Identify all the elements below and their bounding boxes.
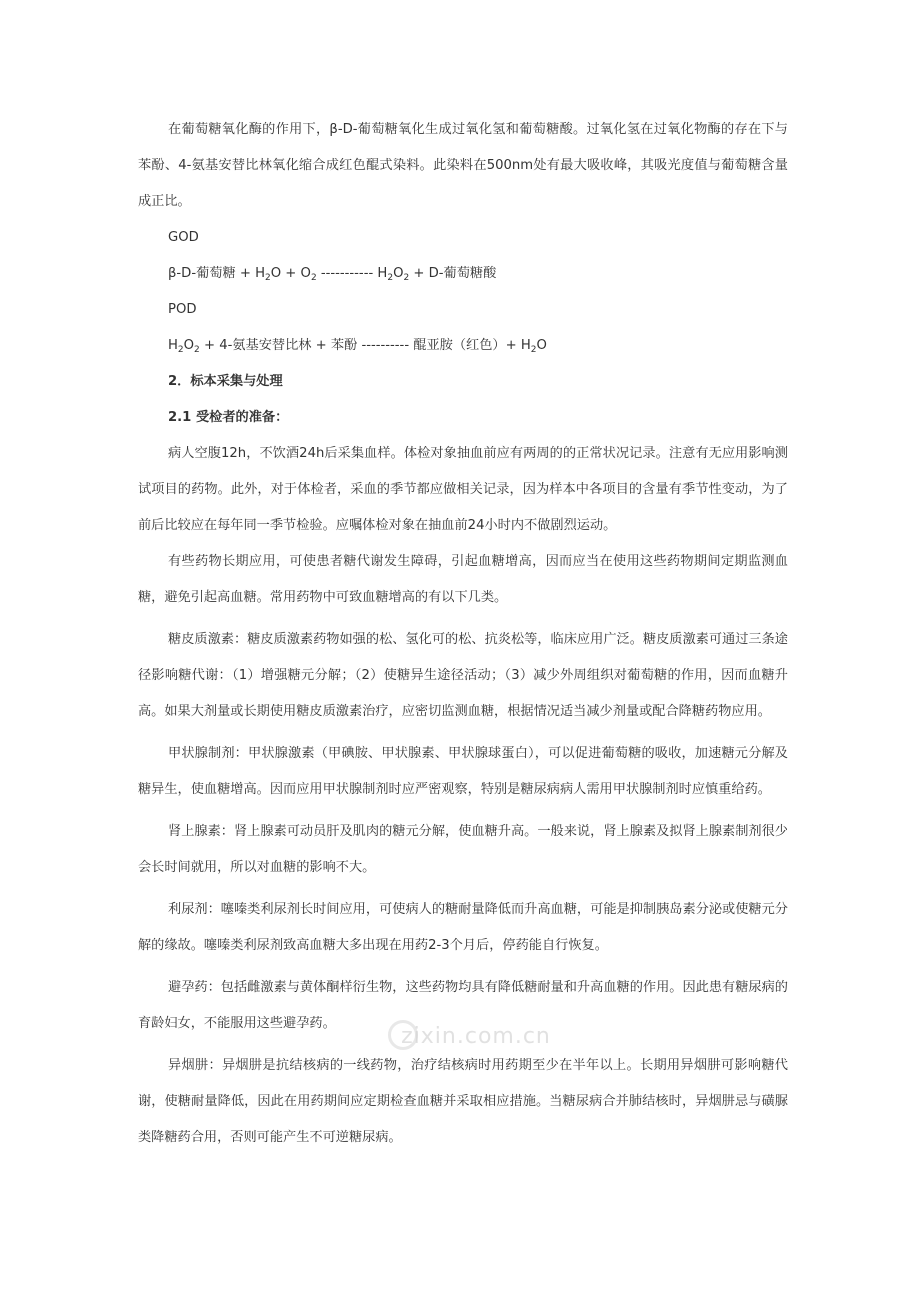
section-heading-2-1: 2.1 受检者的准备： — [168, 410, 289, 425]
paragraph-thyroid: 甲状腺制剂：甲状腺激素（甲碘胺、甲状腺素、甲状腺球蛋白），可以促进葡萄糖的吸收，加速糖元分解及糖异生，使血糖增高。因而应用甲状腺制剂时应严密观察，特别是糖尿病病人需用甲状腺制剂时应慎重给药。 — [138, 746, 788, 797]
watermark-text: zixin.com.cn — [401, 1023, 551, 1049]
section-heading-2: 2．标本采集与处理 — [168, 374, 283, 389]
paragraph-isoniazid: 异烟肼：异烟肼是抗结核病的一线药物，治疗结核病时用药期至少在半年以上。长期用异烟肼可影响糖代谢，使糖耐量降低，因此在用药期间应定期检查血糖并采取相应措施。当糖尿病合并肺结核时，异烟肼忌与磺脲类降糖药合用，否则可能产生不可逆糖尿病。 — [138, 1058, 788, 1145]
reaction-equation-2: $H_2O_2 + 4-$氨基安替比林 + 苯酚 ---------- 醌亚胺（红色）+ $H_2O$ — [168, 338, 547, 355]
reaction-equation-1: β-D-葡萄糖 + $H_2O + O_2$ ----------- $H_2O_2 + D-$葡萄糖酸 — [168, 266, 497, 283]
paragraph-patient-preparation: 病人空腹12h，不饮酒24h后采集血样。体检对象抽血前应有两周的的正常状况记录。注意有无应用影响测试项目的药物。此外，对于体检者，采血的季节都应做相关记录，因为样本中各项目的含量有季节性变动，为了前后比较应在每年同一季节检验。应嘱体检对象在抽血前24小时内不做剧烈运动。 — [138, 446, 788, 533]
paragraph-adrenaline: 肾上腺素：肾上腺素可动员肝及肌肉的糖元分解，使血糖升高。一般来说，肾上腺素及拟肾上腺素制剂很少会长时间就用，所以对血糖的影响不大。 — [138, 824, 788, 875]
document-body — [138, 112, 788, 1156]
paragraph-diuretics: 利尿剂：噻嗪类利尿剂长时间应用，可使病人的糖耐量降低而升高血糖，可能是抑制胰岛素分泌或使糖元分解的缘故。噻嗪类利尿剂致高血糖大多出现在用药2-3个月后，停药能自行恢复。 — [138, 902, 788, 953]
enzyme-label-pod: POD — [168, 302, 197, 317]
enzyme-label-god: GOD — [168, 230, 199, 245]
paragraph-contraceptives: 避孕药：包括雌激素与黄体酮样衍生物，这些药物均具有降低糖耐量和升高血糖的作用。因此患有糖尿病的育龄妇女，不能服用这些避孕药。 — [138, 980, 788, 1031]
paragraph-glucocorticoids: 糖皮质激素：糖皮质激素药物如强的松、氢化可的松、抗炎松等，临床应用广泛。糖皮质激素可通过三条途径影响糖代谢：（1）增强糖元分解；（2）使糖异生途径活动；（3）减少外周组织对葡萄糖的作用，因而血糖升高。如果大剂量或长期使用糖皮质激素治疗，应密切监测血糖，根据情况适当减少剂量或配合降糖药物应用。 — [138, 632, 788, 719]
paragraph-drug-intro: 有些药物长期应用，可使患者糖代谢发生障碍，引起血糖增高，因而应当在使用这些药物期间定期监测血糖，避免引起高血糖。常用药物中可致血糖增高的有以下几类。 — [138, 554, 788, 605]
paragraph-principle: 在葡萄糖氧化酶的作用下，β-D-葡萄糖氧化生成过氧化氢和葡萄糖酸。过氧化氢在过氧化物酶的存在下与苯酚、4-氨基安替比林氧化缩合成红色醌式染料。此染料在500nm处有最大吸收峰，其吸光度值与葡萄糖含量成正比。 — [138, 122, 788, 209]
